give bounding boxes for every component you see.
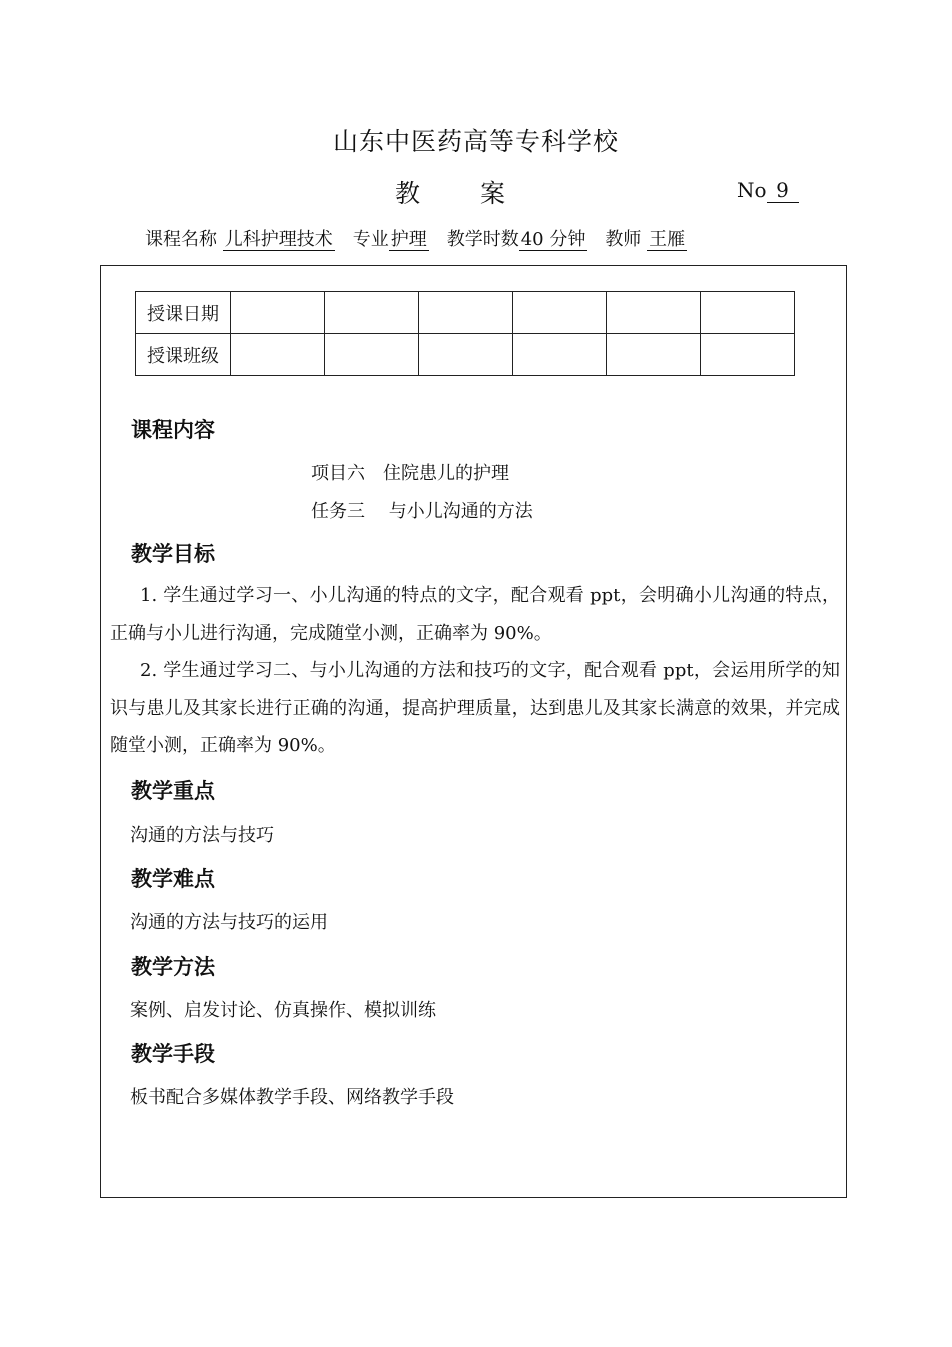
means-heading: 教学手段 <box>131 1042 215 1066</box>
document-title-char-2: 案 <box>480 179 506 208</box>
course-content-heading: 课程内容 <box>131 418 215 442</box>
table-cell <box>607 292 701 334</box>
lesson-number-value: 9 <box>767 178 799 203</box>
major-value: 护理 <box>390 229 427 250</box>
table-row <box>136 334 795 376</box>
means-text: 板书配合多媒体教学手段、网络教学手段 <box>130 1087 454 1108</box>
table-cell <box>513 292 607 334</box>
table-cell <box>701 292 795 334</box>
key-points-text: 沟通的方法与技巧 <box>130 825 274 846</box>
document-title-char-1: 教 <box>394 179 420 208</box>
table-cell <box>325 334 419 376</box>
course-name-value: 儿科护理技术 <box>224 229 333 250</box>
lesson-number-label: No <box>737 178 767 202</box>
table-cell <box>419 334 513 376</box>
course-info-line <box>145 225 687 251</box>
methods-heading: 教学方法 <box>131 955 215 979</box>
teaching-hours-label: 教学时数 <box>446 229 519 250</box>
objective-item-2: 2. 学生通过学习二、与小儿沟通的方法和技巧的文字，配合观看 ppt，会运用所学的知识与患儿及其家长进行正确的沟通，提高护理质量，达到患儿及其家长满意的效果，并完成随堂小测，正确率为 90%。 <box>110 660 840 756</box>
course-name-label: 课程名称 <box>145 229 217 250</box>
table-row <box>136 292 795 334</box>
methods-text: 案例、启发讨论、仿真操作、模拟训练 <box>130 1000 436 1021</box>
table-cell <box>231 334 325 376</box>
table-cell <box>231 292 325 334</box>
teaching-hours-value: 40 分钟 <box>520 229 586 250</box>
class-row-label: 授课班级 <box>136 334 231 376</box>
project-line: 项目六 住院患儿的护理 <box>311 463 509 484</box>
table-cell <box>701 334 795 376</box>
objective-item-1: 1. 学生通过学习一、小儿沟通的特点的文字，配合观看 ppt，会明确小儿沟通的特点，正确与小儿进行沟通，完成随堂小测，正确率为 90%。 <box>110 585 840 644</box>
table-cell <box>607 334 701 376</box>
table-cell <box>513 334 607 376</box>
teacher-value: 王雁 <box>649 229 686 250</box>
school-name: 山东中医药高等专科学校 <box>332 127 619 156</box>
lesson-number <box>737 178 799 203</box>
table-cell <box>325 292 419 334</box>
key-points-heading: 教学重点 <box>131 779 215 803</box>
date-row-label: 授课日期 <box>136 292 231 334</box>
task-line: 任务三 与小儿沟通的方法 <box>311 501 533 522</box>
schedule-table <box>135 291 795 376</box>
difficulties-text: 沟通的方法与技巧的运用 <box>130 912 328 933</box>
teacher-label: 教师 <box>605 229 642 250</box>
difficulties-heading: 教学难点 <box>131 867 215 891</box>
table-cell <box>419 292 513 334</box>
major-label: 专业 <box>352 229 389 250</box>
objectives-heading: 教学目标 <box>131 542 215 566</box>
